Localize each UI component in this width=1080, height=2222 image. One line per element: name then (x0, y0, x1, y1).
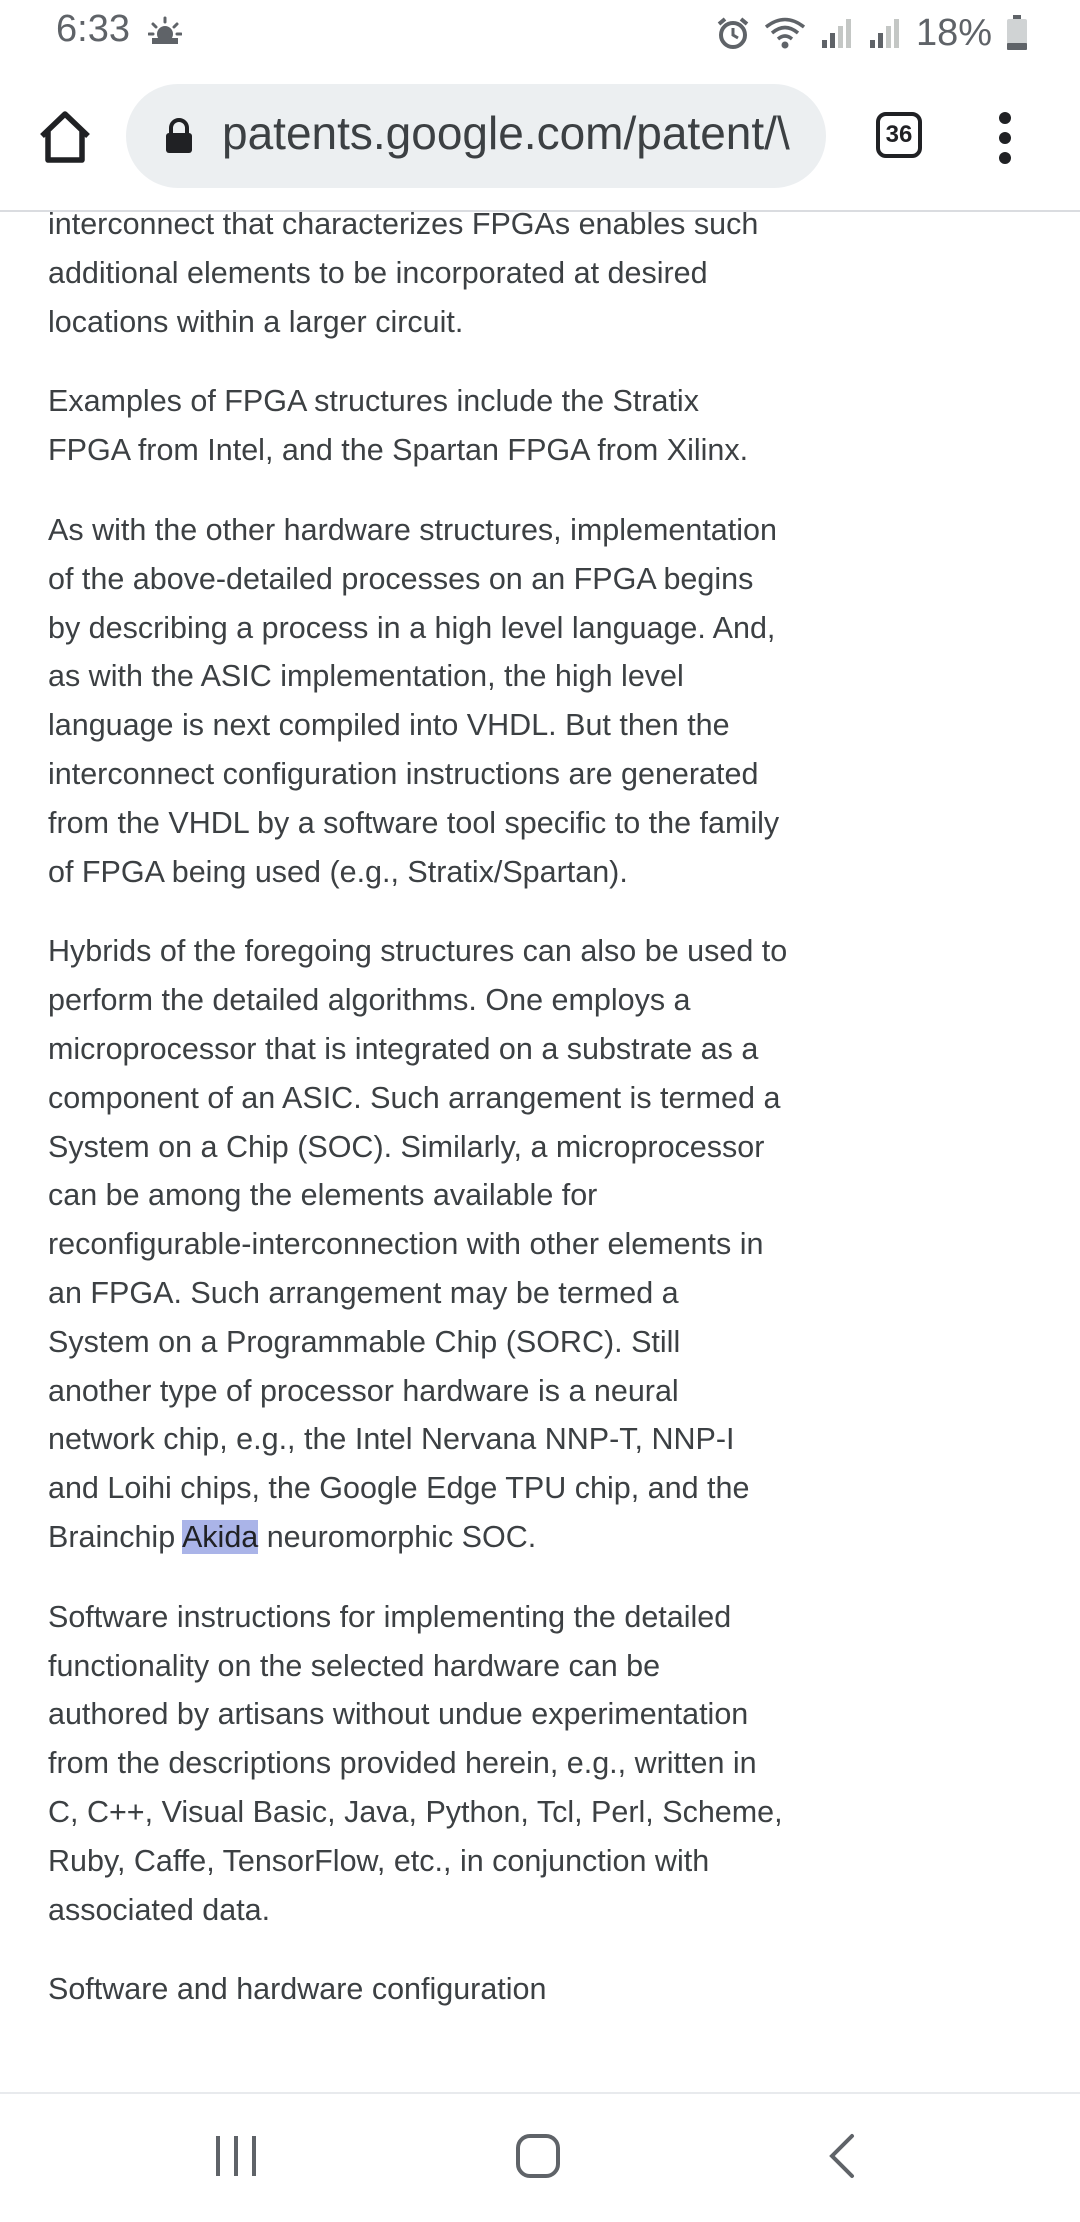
paragraph-text: neuromorphic SOC. (258, 1519, 537, 1554)
signal-icon (820, 16, 854, 50)
paragraph-text: Hybrids of the foregoing structures can also be used to perform the detailed algorithms. One employs a microprocessor that is integrated on a substrate as a component of an ASIC. Such arrangement is termed a System on a Chip (SOC). Similarly, a microprocessor can be among the elements available for reconfigurable-interconnection with other elements in an FPGA. Such arrangement may be termed a System on a Programmable Chip (SORC). Still another type of processor hardware is a neural network chip, e.g., the Intel Nervana NNP-T, NNP-I and Loihi chips, the Google Edge TPU chip, and the Brainchip (48, 934, 788, 1554)
weather-icon (148, 16, 182, 46)
status-icons (716, 8, 1028, 58)
paragraph: Software and hardware configuration (48, 1972, 547, 2007)
signal-icon (868, 16, 902, 50)
home-nav-icon[interactable] (514, 2132, 562, 2180)
more-menu-icon[interactable] (990, 110, 1020, 166)
paragraph: interconnect that characterizes FPGAs enables such additional elements to be incorporated at desired locations within a larger circuit. (48, 212, 759, 339)
search-highlight[interactable]: Akida (181, 1519, 259, 1554)
paragraph (48, 927, 788, 1561)
lock-icon (164, 118, 194, 154)
navigation-bar (0, 2092, 1080, 2222)
status-time: 6:33 (56, 8, 130, 50)
status-bar (0, 0, 1080, 66)
paragraph: As with the other hardware structures, implementation of the above-detailed processes on an FPGA begins by describing a process in a high level language. And, as with the ASIC implementation, the high level language is next compiled into VHDL. But then the interconnect configuration instructions are generated from the VHDL by a software tool specific to the family of FPGA being used (e.g., Stratix/Spartan). (48, 512, 780, 889)
battery-percent: 18% (915, 11, 992, 54)
url-text[interactable]: patents.google.com/patent/\ (222, 107, 790, 159)
recent-apps-icon[interactable] (212, 2134, 260, 2178)
page-content[interactable] (0, 212, 1080, 2092)
paragraph: Software instructions for implementing the detailed functionality on the selected hardware can be authored by artisans without undue experimentation from the descriptions provided herein, e.g., written in C, C++, Visual Basic, Java, Python, Tcl, Perl, Scheme, Ruby, Caffe, TensorFlow, etc., in conjunction with associated data. (48, 1599, 783, 1927)
back-icon[interactable] (822, 2132, 862, 2180)
browser-toolbar (0, 66, 1080, 212)
alarm-icon (716, 16, 750, 50)
tab-count: 36 (885, 121, 913, 148)
paragraph: Examples of FPGA structures include the Stratix FPGA from Intel, and the Spartan FPGA from Xilinx. (48, 384, 749, 468)
wifi-icon (764, 16, 806, 50)
patent-description (48, 212, 788, 2045)
battery-icon (1006, 15, 1028, 51)
tab-switcher-button[interactable] (876, 112, 922, 158)
address-bar[interactable] (126, 84, 826, 188)
home-icon[interactable] (36, 108, 94, 166)
